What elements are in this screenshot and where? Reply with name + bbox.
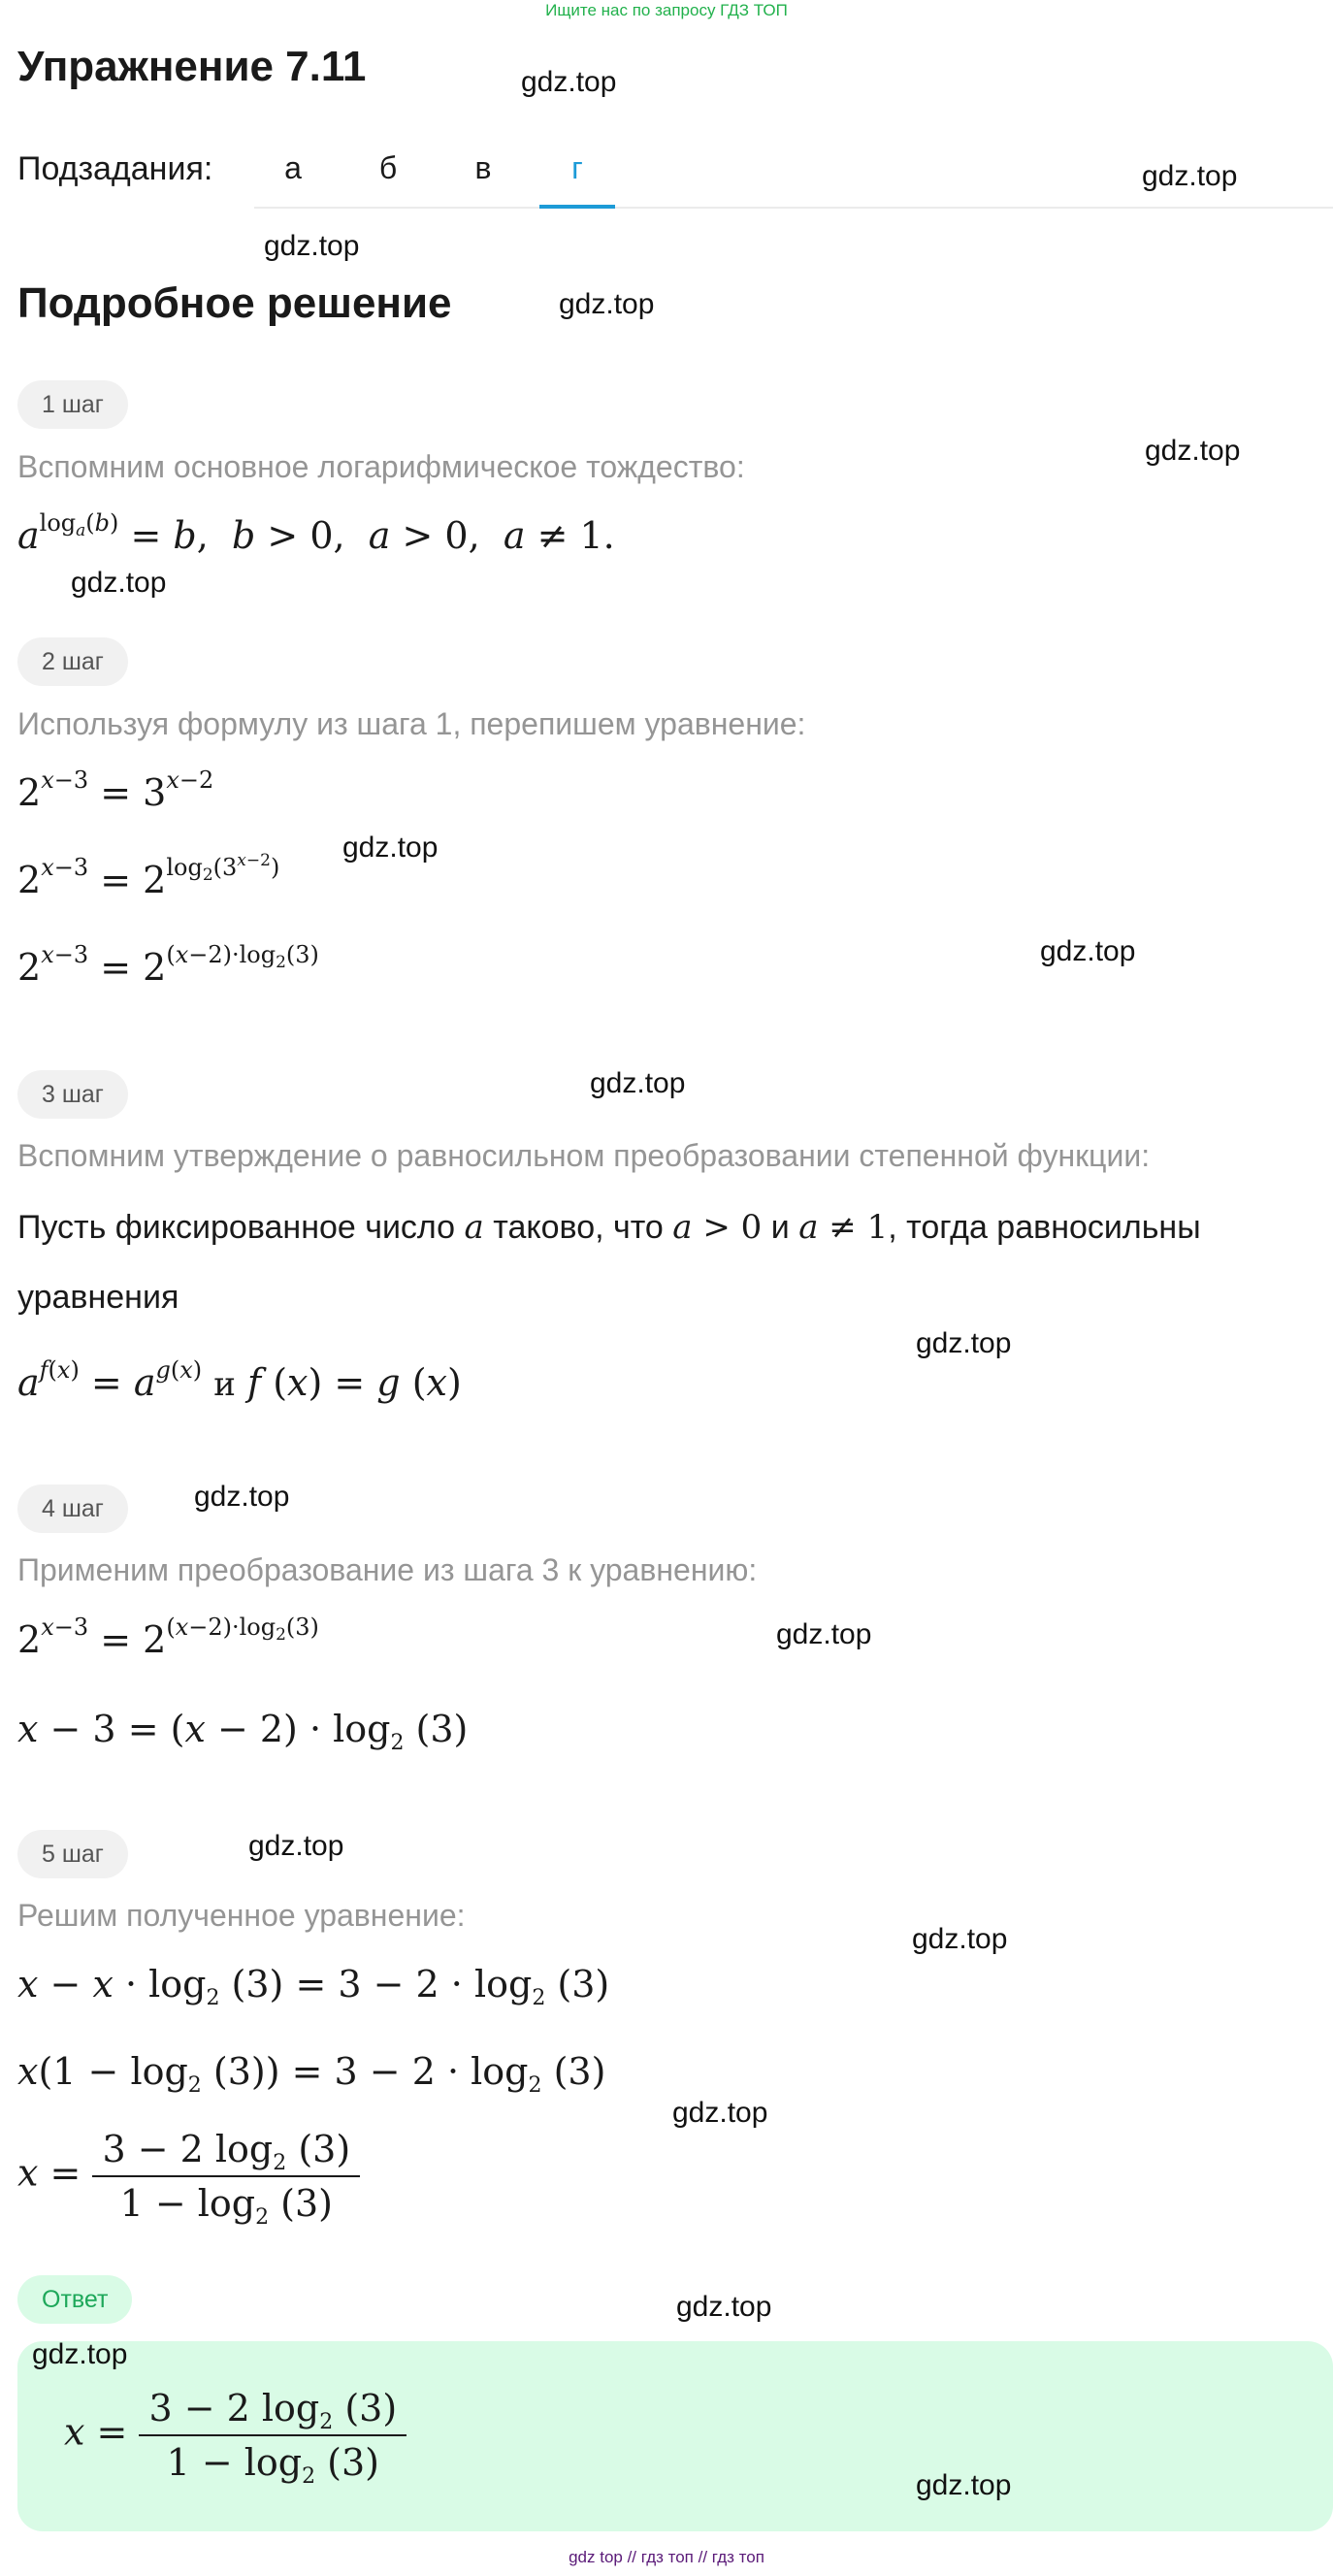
footer-links[interactable]: gdz top // гдз топ // гдз топ <box>569 2548 764 2566</box>
watermark: gdz.top <box>71 567 167 599</box>
step-formula: $2^{x-3} = 2^{log_2(3^{x-2})}$ <box>17 851 280 901</box>
step-badge: 3 шаг <box>17 1070 128 1119</box>
watermark: gdz.top <box>676 2291 772 2323</box>
tabs-divider <box>254 207 1333 209</box>
step-formula: x = $\frac{3 - 2 \log_2 (3)}{1 - \log_2 (3)}$ <box>17 2123 360 2230</box>
watermark: gdz.top <box>264 230 360 262</box>
page-title: Упражнение 7.11 <box>17 43 367 90</box>
watermark: gdz.top <box>521 66 617 98</box>
step-hint: Используя формулу из шага 1, перепишем уравнение: <box>17 706 806 741</box>
watermark: gdz.top <box>342 831 439 864</box>
watermark: gdz.top <box>916 1327 1012 1359</box>
watermark: gdz.top <box>248 1830 344 1862</box>
tab-v[interactable]: в <box>474 150 492 185</box>
watermark: gdz.top <box>912 1923 1008 1955</box>
watermark: gdz.top <box>32 2338 128 2370</box>
tab-g[interactable]: г <box>571 150 583 185</box>
step-hint: Вспомним утверждение о равносильном преобразовании степенной функции: <box>17 1138 1151 1173</box>
tab-b[interactable]: б <box>378 150 398 185</box>
step-formula: $x - 3 = (x - 2) \cdot \log_2 (3)$ <box>17 1708 469 1755</box>
watermark: gdz.top <box>1040 935 1136 967</box>
step-formula: $2^{x-3} = 2^{(x-2)\cdot log_2(3)}$ <box>17 1614 319 1661</box>
step-formula: $x - x \cdot \log_2 (3) = 3 - 2 \cdot \log_2 (3)$ <box>17 1963 610 2010</box>
subtasks-label: Подзадания: <box>17 150 213 187</box>
step-formula: $a^{f(x)} = a^{g(x)}$ и f (x) = g (x) <box>17 1356 462 1404</box>
step-statement: уравнения <box>17 1279 179 1316</box>
section-title: Подробное решение <box>17 279 452 327</box>
step-hint: Применим преобразование из шага 3 к уравнению: <box>17 1552 758 1587</box>
step-badge: 4 шаг <box>17 1484 128 1533</box>
watermark: gdz.top <box>776 1618 872 1650</box>
step-statement: Пусть фиксированное число a таково, что a > 0 и a ≠ 1, тогда равносильны <box>17 1208 1201 1247</box>
step-badge: 5 шаг <box>17 1830 128 1878</box>
answer-formula: x = $\frac{3 - 2 \log_2 (3)}{1 - \log_2 (3)}$ <box>64 2382 406 2489</box>
step-formula: $2^{x-3} = 2^{(x-2)\cdot log_2(3)}$ <box>17 941 319 989</box>
step-formula: $x(1 - \log_2 (3)) = 3 - 2 \cdot \log_2 (3)$ <box>17 2050 606 2098</box>
watermark: gdz.top <box>590 1067 686 1099</box>
watermark: gdz.top <box>1142 160 1238 192</box>
search-hint: Ищите нас по запросу ГДЗ ТОП <box>545 1 788 19</box>
tab-a[interactable]: а <box>284 150 302 185</box>
step-formula: $2^{x-3} = 3^{x-2}$ <box>17 766 214 814</box>
watermark: gdz.top <box>672 2097 768 2129</box>
watermark: gdz.top <box>1145 435 1241 467</box>
active-tab-indicator <box>539 205 615 209</box>
watermark: gdz.top <box>916 2469 1012 2501</box>
step-formula: $a^{log_a(b)} = b$, b > 0, a > 0, a ≠ 1. <box>17 509 615 557</box>
answer-badge: Ответ <box>17 2275 132 2324</box>
step-badge: 1 шаг <box>17 380 128 429</box>
watermark: gdz.top <box>194 1481 290 1513</box>
step-badge: 2 шаг <box>17 637 128 686</box>
step-hint: Вспомним основное логарифмическое тождество: <box>17 449 745 484</box>
step-hint: Решим полученное уравнение: <box>17 1898 466 1933</box>
watermark: gdz.top <box>559 288 655 320</box>
